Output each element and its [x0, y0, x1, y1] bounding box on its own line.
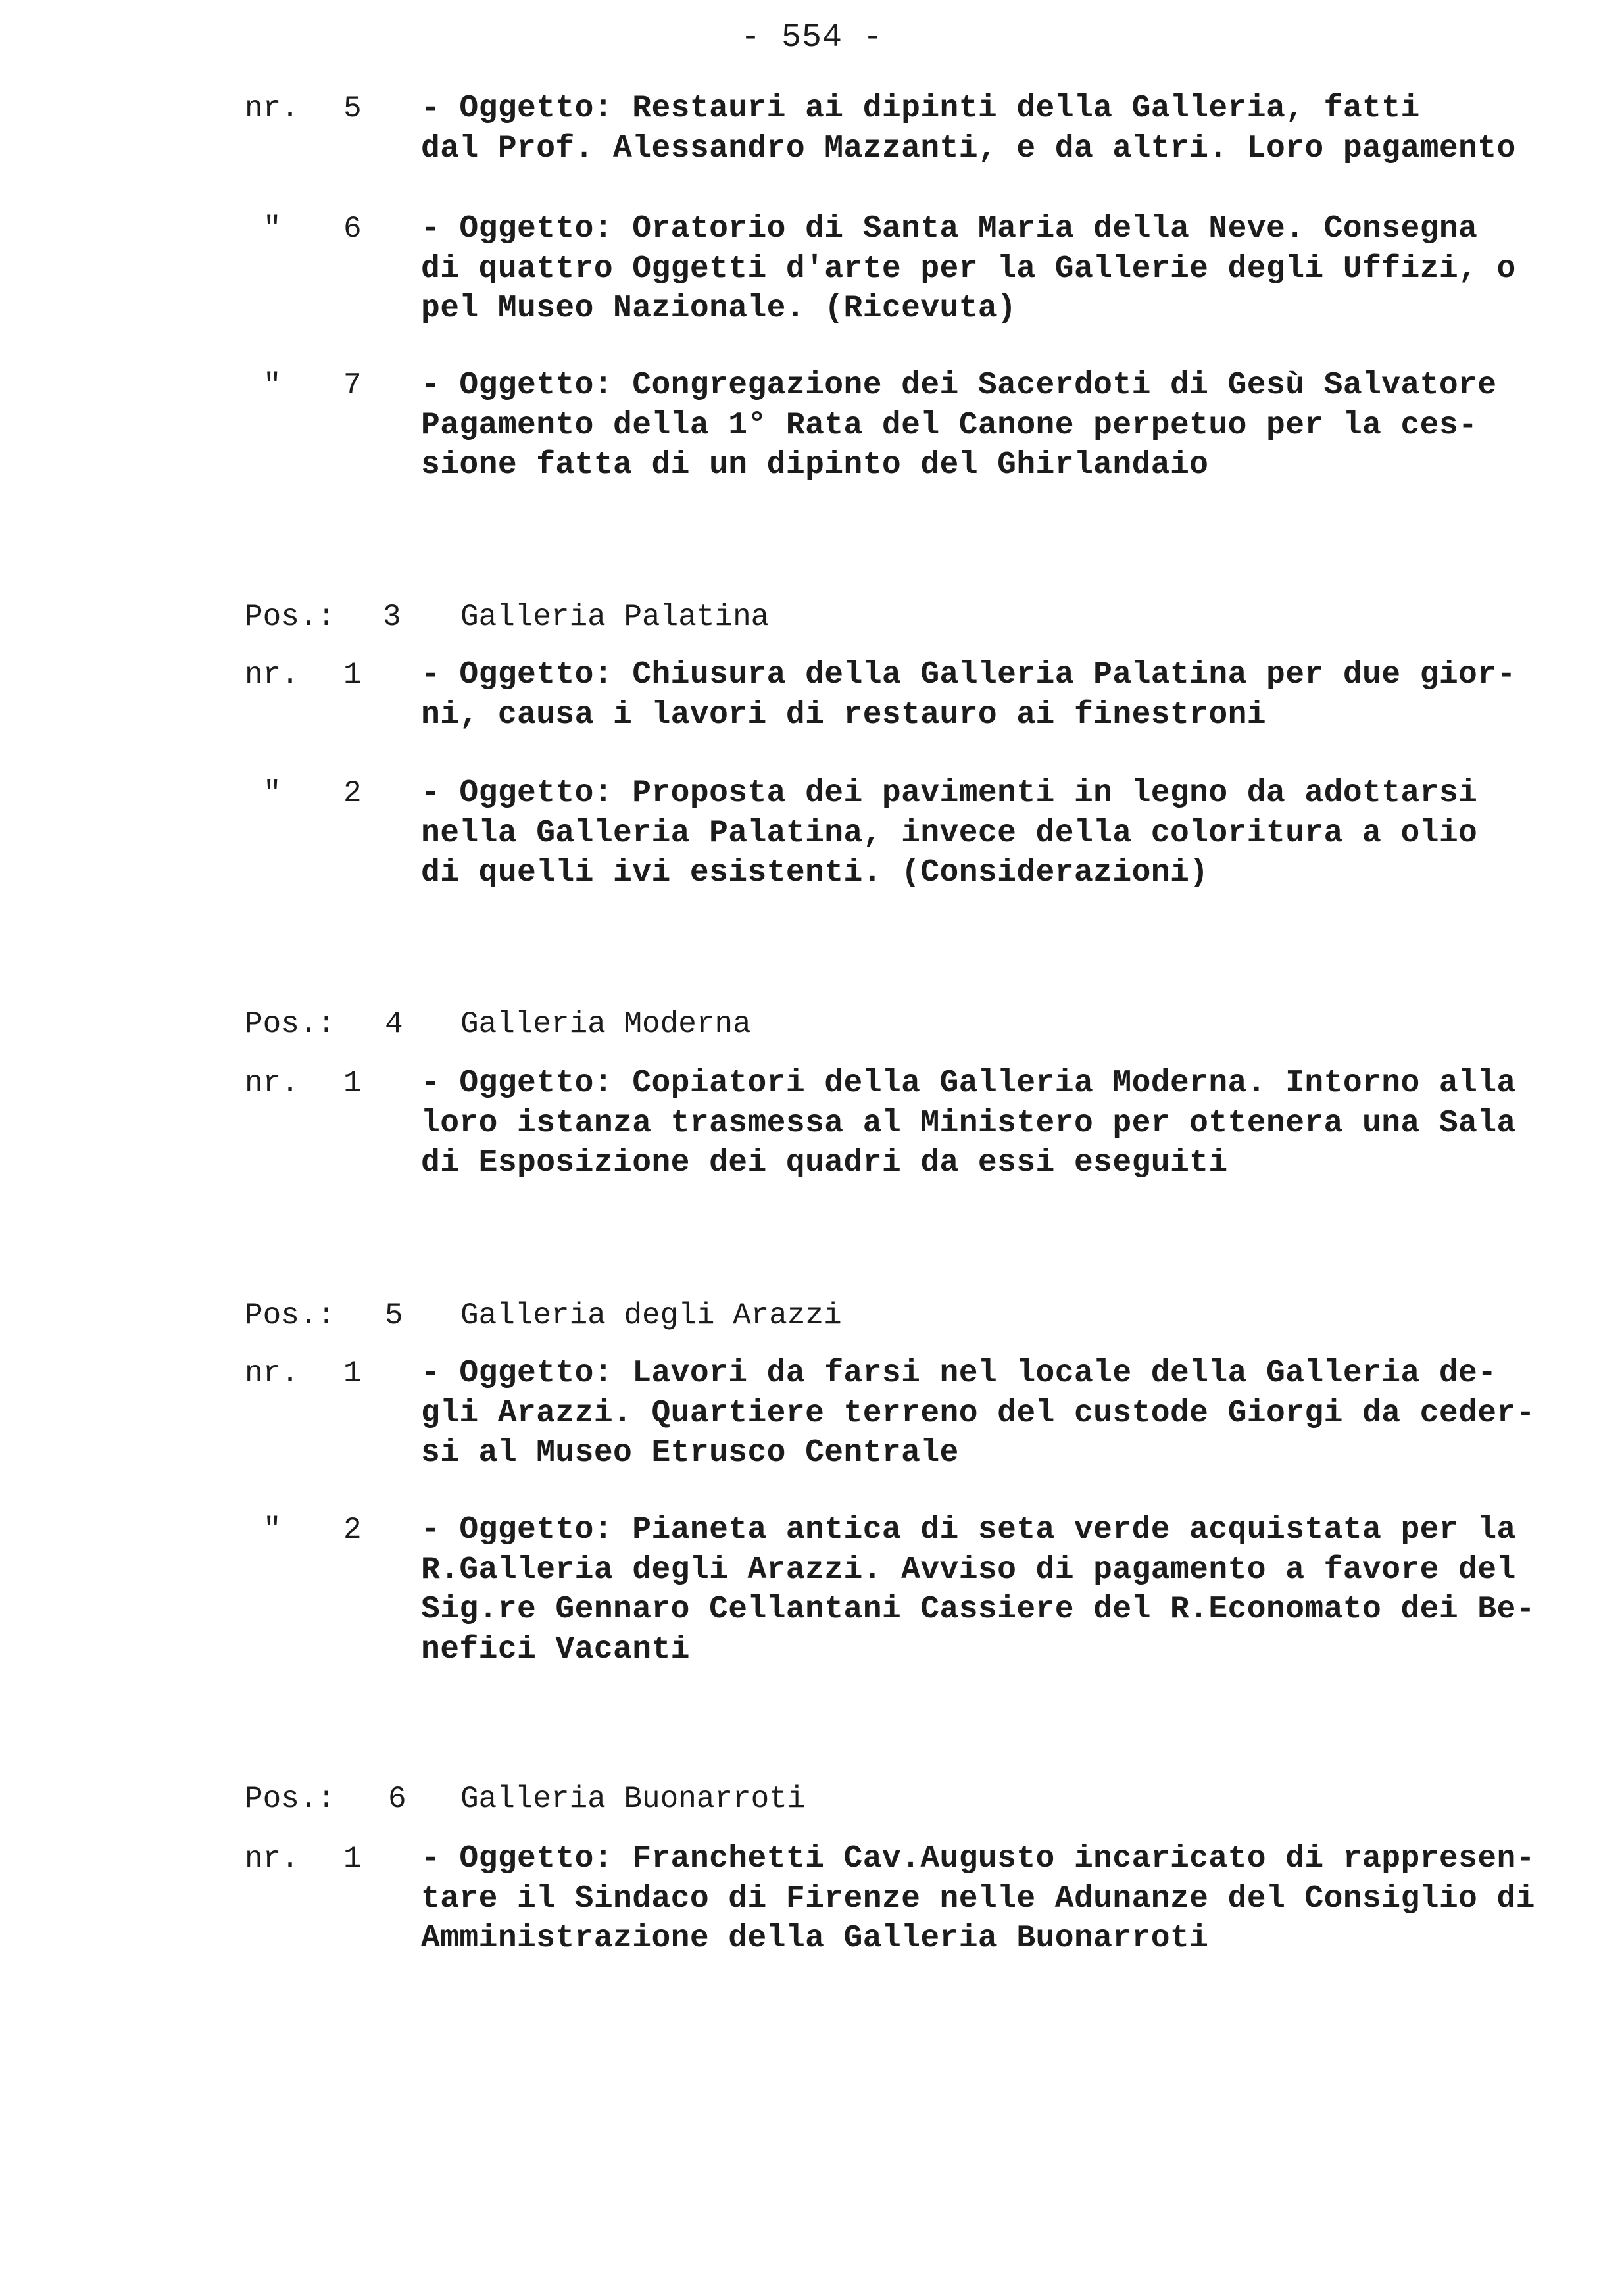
entry-line: dal Prof. Alessandro Mazzanti, e da altri. Loro pagamento — [421, 130, 1516, 166]
entry-label: nr. — [245, 1842, 299, 1876]
entry-text — [421, 366, 1579, 485]
entry-line: - Oggetto: Congregazione dei Sacerdoti di Gesù Salvatore — [421, 368, 1497, 403]
entry-number: 6 — [343, 212, 362, 246]
entry-line: - Oggetto: Restauri ai dipinti della Galleria, fatti — [421, 91, 1420, 126]
section-title: Galleria degli Arazzi — [460, 1298, 842, 1333]
entry-line: - Oggetto: Proposta dei pavimenti in legno da adottarsi — [421, 775, 1478, 811]
entry-line: nella Galleria Palatina, invece della coloritura a olio — [421, 815, 1478, 851]
entry-line: - Oggetto: Oratorio di Santa Maria della Neve. Consegna — [421, 211, 1478, 247]
entry-line: gli Arazzi. Quartiere terreno del custode Giorgi da ceder- — [421, 1395, 1535, 1431]
entry-text — [421, 1064, 1579, 1183]
entry-line: di quattro Oggetti d'arte per la Gallerie degli Uffizi, o — [421, 251, 1516, 287]
entry-line: Sig.re Gennaro Cellantani Cassiere del R.Economato dei Be- — [421, 1592, 1535, 1627]
entry-line: loro istanza trasmessa al Ministero per ottenera una Sala — [421, 1105, 1516, 1141]
entry-line: di Esposizione dei quadri da essi eseguiti — [421, 1145, 1228, 1181]
entry-label: " — [263, 1513, 282, 1547]
entry-number: 1 — [343, 1842, 362, 1876]
pos-label: Pos.: — [245, 1782, 336, 1816]
entry-text — [421, 1510, 1579, 1669]
pos-number: 5 — [385, 1298, 403, 1333]
entry-line: si al Museo Etrusco Centrale — [421, 1435, 959, 1471]
page-number: - 554 - — [740, 19, 884, 57]
entry-line: Pagamento della 1° Rata del Canone perpetuo per la ces- — [421, 407, 1478, 443]
entry-label: nr. — [245, 1356, 299, 1391]
entry-line: - Oggetto: Copiatori della Galleria Moderna. Intorno alla — [421, 1066, 1516, 1101]
entry-line: nefici Vacanti — [421, 1631, 690, 1667]
entry-number: 7 — [343, 368, 362, 403]
entry-line: - Oggetto: Lavori da farsi nel locale della Galleria de- — [421, 1356, 1497, 1391]
entry-line: - Oggetto: Pianeta antica di seta verde acquistata per la — [421, 1512, 1516, 1548]
entry-number: 5 — [343, 91, 362, 126]
section-title: Galleria Buonarroti — [460, 1782, 806, 1816]
entry-text — [421, 89, 1579, 168]
entry-label: " — [263, 368, 282, 403]
entry-line: tare il Sindaco di Firenze nelle Adunanze del Consiglio di — [421, 1881, 1535, 1917]
entry-label: " — [263, 212, 282, 246]
entry-line: di quelli ivi esistenti. (Considerazioni) — [421, 855, 1209, 891]
entry-text — [421, 655, 1579, 735]
entry-line: R.Galleria degli Arazzi. Avviso di pagamento a favore del — [421, 1552, 1516, 1588]
entry-line: sione fatta di un dipinto del Ghirlandaio — [421, 447, 1209, 483]
entry-line: - Oggetto: Franchetti Cav.Augusto incaricato di rappresen- — [421, 1841, 1535, 1877]
entry-line: Amministrazione della Galleria Buonarroti — [421, 1921, 1209, 1956]
entry-number: 1 — [343, 1066, 362, 1100]
pos-label: Pos.: — [245, 1298, 336, 1333]
pos-number: 4 — [385, 1007, 403, 1041]
entry-text — [421, 774, 1579, 893]
entry-label: nr. — [245, 1066, 299, 1100]
entry-label: " — [263, 776, 282, 810]
section-title: Galleria Moderna — [460, 1007, 751, 1041]
entry-text — [421, 209, 1579, 329]
entry-text — [421, 1839, 1579, 1959]
entry-line: ni, causa i lavori di restauro ai finestroni — [421, 697, 1267, 733]
entry-label: nr. — [245, 658, 299, 692]
section-title: Galleria Palatina — [460, 600, 770, 634]
entry-number: 2 — [343, 776, 362, 810]
pos-label: Pos.: — [245, 1007, 336, 1041]
entry-number: 1 — [343, 1356, 362, 1391]
entry-label: nr. — [245, 91, 299, 126]
pos-number: 6 — [388, 1782, 406, 1816]
pos-label: Pos.: — [245, 600, 336, 634]
entry-number: 2 — [343, 1513, 362, 1547]
entry-line: pel Museo Nazionale. (Ricevuta) — [421, 291, 1017, 326]
entry-line: - Oggetto: Chiusura della Galleria Palatina per due gior- — [421, 657, 1516, 693]
entry-text — [421, 1354, 1579, 1473]
pos-number: 3 — [383, 600, 401, 634]
entry-number: 1 — [343, 658, 362, 692]
